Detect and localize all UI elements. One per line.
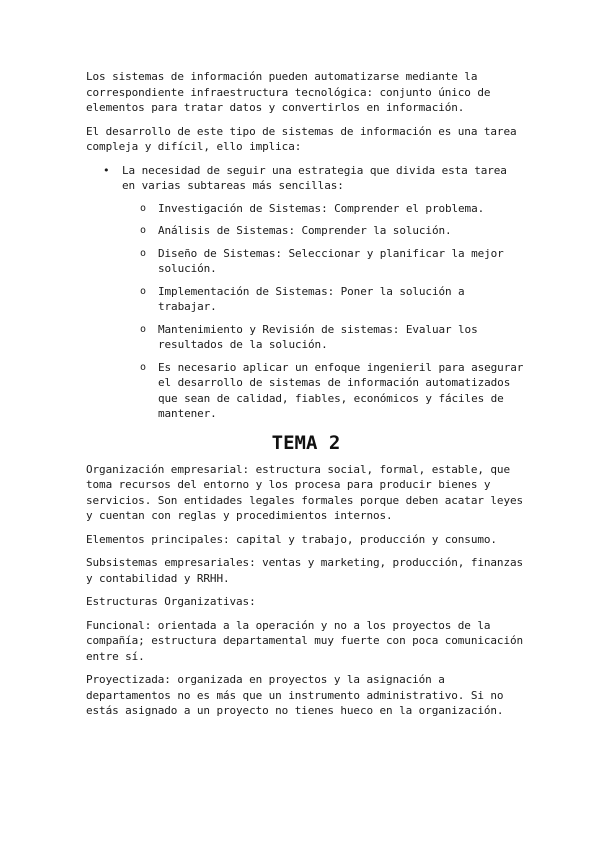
elementos-paragraph: Elementos principales: capital y trabajo, producción y consumo. <box>86 532 497 546</box>
sub-item-mantenimiento <box>122 322 526 353</box>
intro-paragraph-1: Los sistemas de información pueden automatizarse mediante la correspondiente infraestructura tecnológica: conjunto único de elementos para tratar datos y convertirlos en información. <box>86 70 491 114</box>
circle-bullet-icon: o <box>140 202 147 214</box>
sub-item-text: Implementación de Sistemas: Poner la solución a trabajar. <box>158 284 465 313</box>
bullet-icon: • <box>103 163 110 177</box>
circle-bullet-icon: o <box>140 225 147 236</box>
subsistemas-paragraph: Subsistemas empresariales: ventas y marketing, producción, finanzas y contabilidad y RRHH. <box>86 556 524 585</box>
sub-item-enfoque <box>122 360 526 422</box>
sub-item-text: Diseño de Sistemas: Seleccionar y planificar la mejor solución. <box>158 246 504 275</box>
circle-bullet-icon: o <box>140 285 147 297</box>
bullet-item <box>86 163 526 422</box>
funcional-paragraph: Funcional: orientada a la operación y no a los proyectos de la compañía; estructura departamental muy fuerte con poca comunicación entre sí. <box>86 618 524 663</box>
circle-bullet-icon: o <box>140 361 147 373</box>
sub-item-diseno <box>122 246 526 277</box>
organizacion-paragraph: Organización empresarial: estructura social, formal, estable, que toma recursos del entorno y los procesa para producir bienes y servicios. Son entidades legales formales porque deben acatar leyes y cuentan con reglas y procedimientos internos. <box>86 462 524 522</box>
sub-list <box>122 201 526 422</box>
sub-item-implementacion <box>122 284 526 315</box>
section-heading: TEMA 2 <box>271 431 341 454</box>
sub-item-text: Es necesario aplicar un enfoque ingenieril para asegurar el desarrollo de sistemas de información automatizados que sean de calidad, fiables, económicos y fáciles de mantener. <box>158 360 524 420</box>
sub-item-text: Análisis de Sistemas: Comprender la solución. <box>158 224 452 237</box>
sub-item-text: Mantenimiento y Revisión de sistemas: Evaluar los resultados de la solución. <box>158 322 478 351</box>
sub-item-text: Investigación de Sistemas: Comprender el problema. <box>158 201 485 215</box>
bullet-text: La necesidad de seguir una estrategia que divida esta tarea en varias subtareas más sencillas: <box>122 163 507 192</box>
sub-item-analisis <box>122 223 526 239</box>
proyectizada-paragraph: Proyectizada: organizada en proyectos y la asignación a departamentos no es más que un instrumento administrativo. Si no estás asignado a un proyecto no tienes hueco en la organización. <box>86 673 504 717</box>
intro-paragraph-2: El desarrollo de este tipo de sistemas de información es una tarea compleja y difícil, ello implica: <box>86 124 517 153</box>
circle-bullet-icon: o <box>140 247 147 259</box>
estructuras-paragraph: Estructuras Organizativas: <box>86 595 256 608</box>
document-page <box>86 69 526 727</box>
bullet-list <box>86 163 526 422</box>
sub-item-investigacion <box>122 201 526 217</box>
circle-bullet-icon: o <box>140 323 147 335</box>
